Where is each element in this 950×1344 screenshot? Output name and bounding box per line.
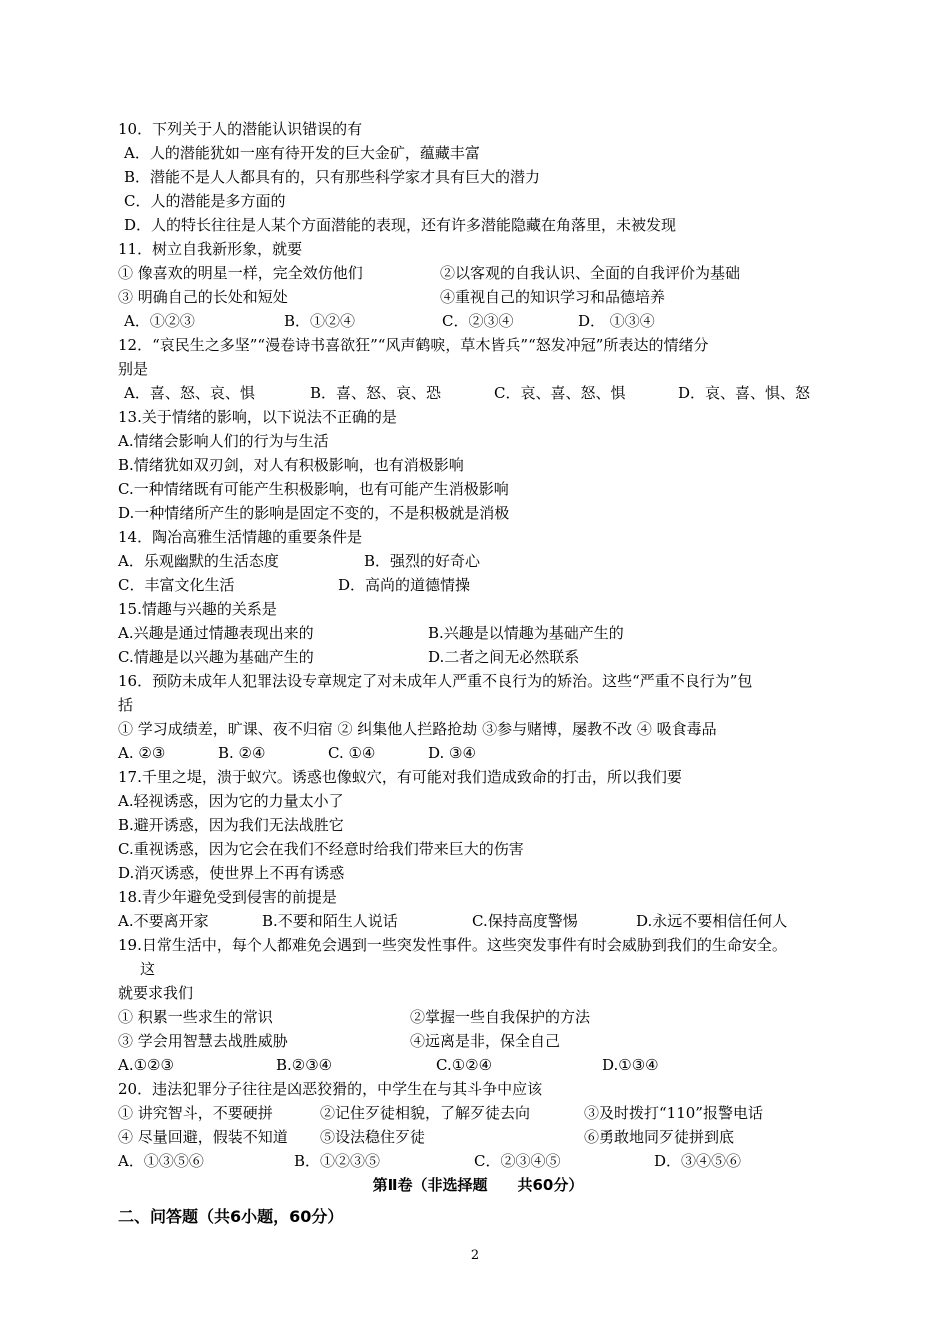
q13-stem: 13.关于情绪的影响，以下说法不正确的是 [118,408,397,426]
q15-option-a: A.兴趣是通过情趣表现出来的 [118,624,314,642]
q16-option-b: B. ②④ [218,744,266,762]
q20-items-row1 [118,1101,838,1125]
page-number: 2 [470,1248,480,1263]
q19-items-row2 [118,1029,838,1053]
q17-stem: 17.千里之堤，溃于蚁穴。诱惑也像蚁穴，有可能对我们造成致命的打击，所以我们要 [118,768,682,786]
q16-items: ① 学习成绩差，旷课、夜不归宿 ② 纠集他人拦路抢劫 ③参与赌博，屡教不改 ④ 吸食毒品 [118,720,717,738]
section-2-title: 第Ⅱ卷（非选择题 共60分） [372,1176,584,1194]
q18-option-b: B.不要和陌生人说话 [262,912,398,930]
q18-option-a: A.不要离开家 [118,912,209,930]
q19-items-row1 [118,1005,838,1029]
q18-option-c: C.保持高度警惕 [472,912,578,930]
q13-option-b: B.情绪犹如双刃剑，对人有积极影响，也有消极影响 [118,456,464,474]
part-2-heading: 二、问答题（共6小题，60分） [118,1207,344,1226]
q12-stem-1: 12．“哀民生之多坚”“漫卷诗书喜欲狂”“风声鹤唳，草木皆兵”“怒发冲冠”所表达的情绪分 [118,336,709,354]
q10-option-d: D．人的特长往往是人某个方面潜能的表现，还有许多潜能隐藏在角落里，未被发现 [124,216,677,234]
q20-option-b: B．①②③⑤ [294,1152,381,1170]
q10-stem: 10．下列关于人的潜能认识错误的有 [118,120,363,138]
q17-option-b: B.避开诱惑，因为我们无法战胜它 [118,816,344,834]
q20-stem: 20．违法犯罪分子往往是凶恶狡猾的，中学生在与其斗争中应该 [118,1080,543,1098]
q16-option-c: C. ①④ [328,744,376,762]
q12-option-b: B．喜、怒、哀、恐 [310,384,442,402]
q12-options [118,381,838,405]
q11-option-d: D． ①③④ [578,312,655,330]
q16-option-a: A. ②③ [118,744,166,762]
q11-option-c: C．②③④ [442,312,514,330]
q19-item-1: ① 积累一些求生的常识 [118,1008,273,1026]
q17-option-a: A.轻视诱惑，因为它的力量太小了 [118,792,344,810]
q20-option-c: C．②③④⑤ [474,1152,561,1170]
q15-options-row2 [118,645,838,669]
q11-stem: 11．树立自我新形象，就要 [118,240,303,258]
q19-option-d: D.①③④ [602,1056,659,1074]
q14-option-c: C．丰富文化生活 [118,576,235,594]
q19-option-a: A.①②③ [118,1056,174,1074]
q12-option-d: D．哀、喜、惧、怒 [678,384,811,402]
q14-option-b: B．强烈的好奇心 [364,552,481,570]
q15-options-row1 [118,621,838,645]
q12-option-a: A．喜、怒、哀、惧 [124,384,255,402]
q14-option-d: D．高尚的道德情操 [338,576,471,594]
q20-items-row2 [118,1125,838,1149]
q19-item-4: ④远离是非，保全自己 [410,1032,561,1050]
q11-options [118,309,838,333]
q20-item-1: ① 讲究智斗，不要硬拼 [118,1104,273,1122]
q11-item-2: ②以客观的自我认识、全面的自我评价为基础 [440,264,741,282]
q20-item-5: ⑤设法稳住歹徒 [320,1128,426,1146]
q11-item-3: ③ 明确自己的长处和短处 [118,288,288,306]
exam-content [118,117,838,1229]
q19-stem-3: 就要求我们 [118,984,194,1002]
q11-option-a: A．①②③ [124,312,195,330]
q15-option-b: B.兴趣是以情趣为基础产生的 [428,624,624,642]
q12-option-c: C．哀、喜、怒、惧 [494,384,626,402]
q10-option-b: B．潜能不是人人都具有的，只有那些科学家才具有巨大的潜力 [124,168,541,186]
q11-item-1: ① 像喜欢的明星一样，完全效仿他们 [118,264,363,282]
q16-options [118,741,838,765]
q19-option-b: B.②③④ [276,1056,333,1074]
q15-option-d: D.二者之间无必然联系 [428,648,580,666]
q19-stem-1: 19.日常生活中，每个人都难免会遇到一些突发性事件。这些突发事件有时会威胁到我们的生命安全。 [118,936,787,954]
q19-item-3: ③ 学会用智慧去战胜威胁 [118,1032,288,1050]
q18-stem: 18.青少年避免受到侵害的前提是 [118,888,337,906]
q20-options [118,1149,838,1173]
q18-options [118,909,838,933]
q14-options-row2 [118,573,838,597]
q20-item-4: ④ 尽量回避，假装不知道 [118,1128,288,1146]
q13-option-a: A.情绪会影响人们的行为与生活 [118,432,329,450]
q19-option-c: C.①②④ [436,1056,493,1074]
q14-stem: 14．陶冶高雅生活情趣的重要条件是 [118,528,363,546]
q11-item-4: ④重视自己的知识学习和品德培养 [440,288,666,306]
q10-option-c: C．人的潜能是多方面的 [124,192,286,210]
q15-stem: 15.情趣与兴趣的关系是 [118,600,277,618]
q20-item-6: ⑥勇敢地同歹徒拼到底 [584,1128,735,1146]
q11-option-b: B．①②④ [284,312,356,330]
q18-option-d: D.永远不要相信任何人 [636,912,788,930]
q14-options-row1 [118,549,838,573]
q16-stem-2: 括 [118,696,134,714]
q11-items-row1 [118,261,838,285]
q11-items-row2 [118,285,838,309]
q10-option-a: A．人的潜能犹如一座有待开发的巨大金矿，蕴藏丰富 [124,144,480,162]
q20-option-a: A．①③⑤⑥ [118,1152,204,1170]
q19-options [118,1053,838,1077]
q16-option-d: D. ③④ [428,744,476,762]
q15-option-c: C.情趣是以兴趣为基础产生的 [118,648,314,666]
q12-stem-2: 别是 [118,360,149,378]
q14-option-a: A．乐观幽默的生活态度 [118,552,279,570]
q19-item-2: ②掌握一些自我保护的方法 [410,1008,591,1026]
q16-stem-1: 16．预防未成年人犯罪法设专章规定了对未成年人严重不良行为的矫治。这些“严重不良行为”包 [118,672,753,690]
q17-option-c: C.重视诱惑，因为它会在我们不经意时给我们带来巨大的伤害 [118,840,524,858]
q13-option-c: C.一种情绪既有可能产生积极影响，也有可能产生消极影响 [118,480,509,498]
q20-item-3: ③及时拨打“110”报警电话 [584,1104,763,1122]
q20-item-2: ②记住歹徒相貌，了解歹徒去向 [320,1104,531,1122]
q13-option-d: D.一种情绪所产生的影响是固定不变的，不是积极就是消极 [118,504,510,522]
q20-option-d: D．③④⑤⑥ [654,1152,742,1170]
q19-stem-2: 这 [140,960,156,978]
q17-option-d: D.消灭诱惑，使世界上不再有诱惑 [118,864,345,882]
